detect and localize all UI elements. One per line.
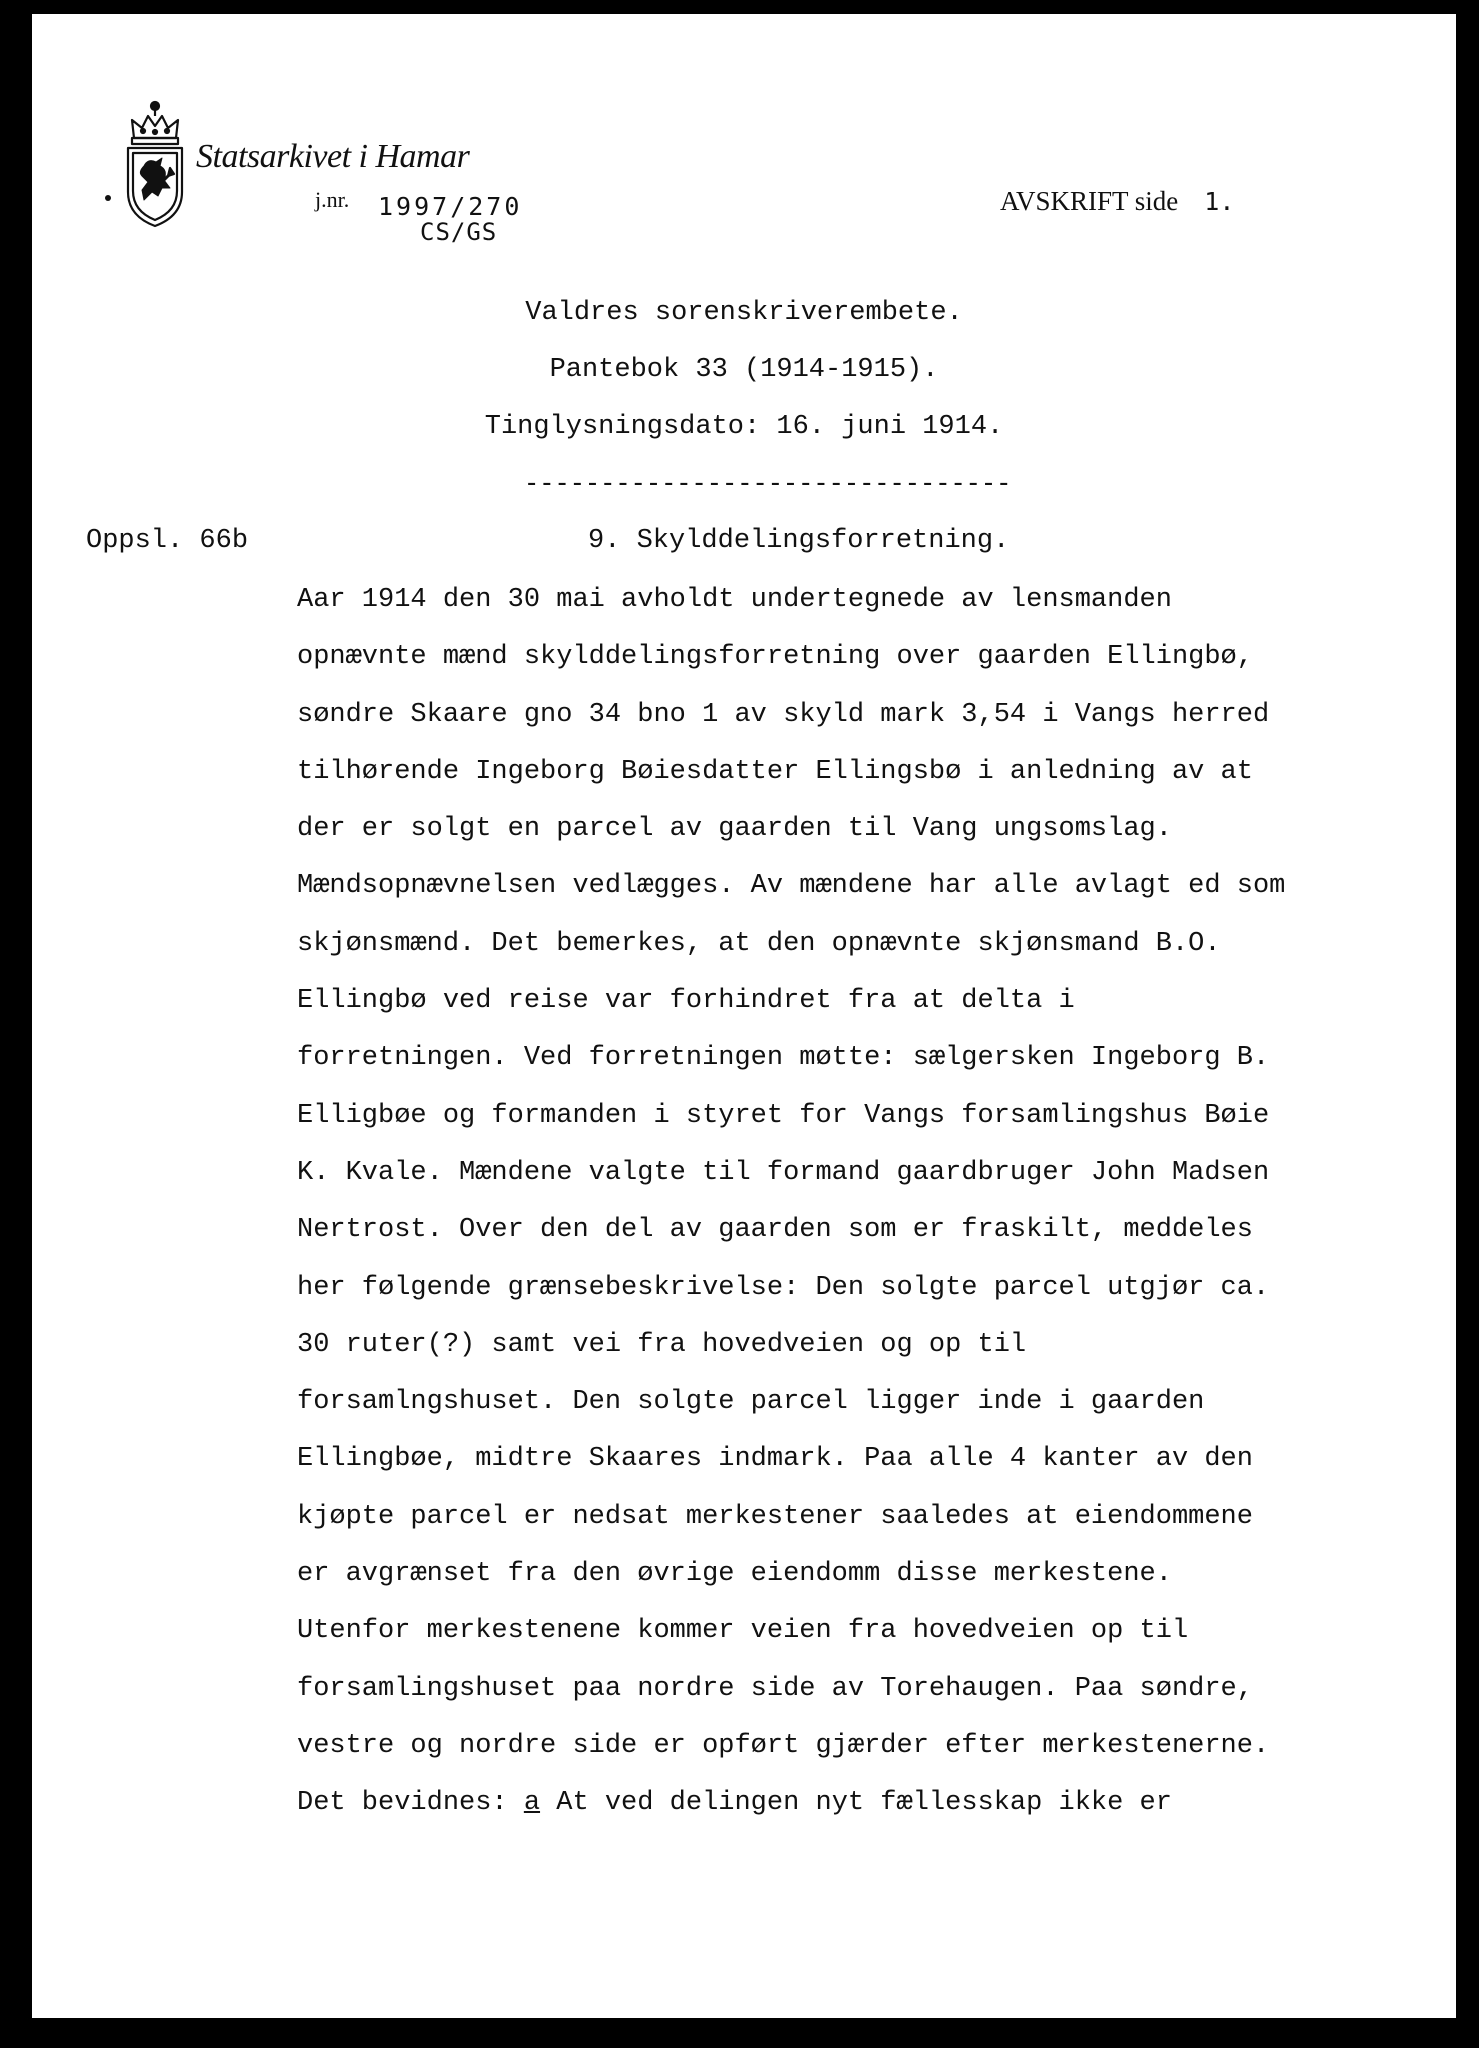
clause-marker: a: [523, 1788, 541, 1819]
registration-date-heading: Tinglysningsdato: 16. juni 1914.: [484, 412, 1004, 442]
entry-title: 9. Skylddelingsforretning.: [588, 526, 1010, 556]
body-line: Nertrost. Over den del av gaarden som er fraskilt, meddeles: [297, 1215, 1253, 1246]
mortgage-book-heading: Pantebok 33 (1914-1915).: [549, 355, 939, 385]
entry-body: [297, 582, 1417, 1843]
body-line: forsamlngshuset. Den solgte parcel ligger inde i gaarden: [297, 1387, 1205, 1418]
body-line: Aar 1914 den 30 mai avholdt undertegnede av lensmanden: [297, 585, 1172, 615]
body-line: forretningen. Ved forretningen møtte: sælgersken Ingeborg B.: [297, 1043, 1270, 1074]
body-line: Mændsopnævnelsen vedlægges. Av mændene har alle avlagt ed som: [297, 871, 1286, 902]
body-line: 30 ruter(?) samt vei fra hovedveien og op til: [297, 1329, 1027, 1360]
body-line: er avgrænset fra den øvrige eiendomm disse merkestene.: [297, 1559, 1172, 1590]
transcript-page-label: [1000, 186, 1234, 217]
body-line: Utenfor merkestenene kommer veien fra hovedveien op til: [297, 1616, 1189, 1647]
body-line: søndre Skaare gno 34 bno 1 av skyld mark 3,54 i Vangs herred: [297, 699, 1270, 730]
transcript-label-text: AVSKRIFT side: [1000, 186, 1179, 216]
body-line: kjøpte parcel er nedsat merkestener saaledes at eiendommene: [297, 1501, 1253, 1532]
body-line: K. Kvale. Mændene valgte til formand gaardbruger John Madsen: [297, 1157, 1270, 1188]
norwegian-coat-of-arms-icon: [72, 92, 202, 232]
body-line: Ellingbø ved reise var forhindret fra at delta i: [297, 986, 1075, 1017]
court-office-heading: Valdres sorenskriverembete.: [525, 298, 963, 328]
last-line-end: At ved delingen nyt fællesskap ikke er: [540, 1788, 1172, 1819]
body-line: skjønsmænd. Det bemerkes, at den opnævnte skjønsmand B.O.: [297, 928, 1221, 959]
journal-number-label: j.nr.: [315, 187, 350, 212]
body-line: forsamlingshuset paa nordre side av Torehaugen. Paa søndre,: [297, 1673, 1253, 1704]
journal-number: 1997/270: [378, 192, 523, 221]
header-divider: --------------------------------: [524, 470, 1012, 500]
transcript-page-number: 1.: [1204, 187, 1235, 216]
body-line: tilhørende Ingeborg Bøiesdatter Ellingsbø i anledning av at: [297, 756, 1253, 787]
body-line: her følgende grænsebeskrivelse: Den solgte parcel utgjør ca.: [297, 1272, 1270, 1303]
body-line: vestre og nordre side er opført gjærder efter merkestenerne.: [297, 1730, 1270, 1761]
body-line-last: [297, 1785, 1417, 1842]
body-line: Elligbøe og formanden i styret for Vangs forsamlingshus Bøie: [297, 1100, 1270, 1131]
body-line: der er solgt en parcel av gaarden til Vang ungsomslag.: [297, 814, 1172, 845]
body-line: Ellingbøe, midtre Skaares indmark. Paa alle 4 kanter av den: [297, 1444, 1253, 1475]
last-line-start: Det bevidnes:: [297, 1788, 524, 1819]
body-line: opnævnte mænd skylddelingsforretning over gaarden Ellingbø,: [297, 642, 1253, 673]
margin-reference: Oppsl. 66b: [86, 526, 249, 556]
archive-name: Statsarkivet i Hamar: [196, 138, 470, 175]
clerk-initials: CS/GS: [420, 218, 498, 246]
